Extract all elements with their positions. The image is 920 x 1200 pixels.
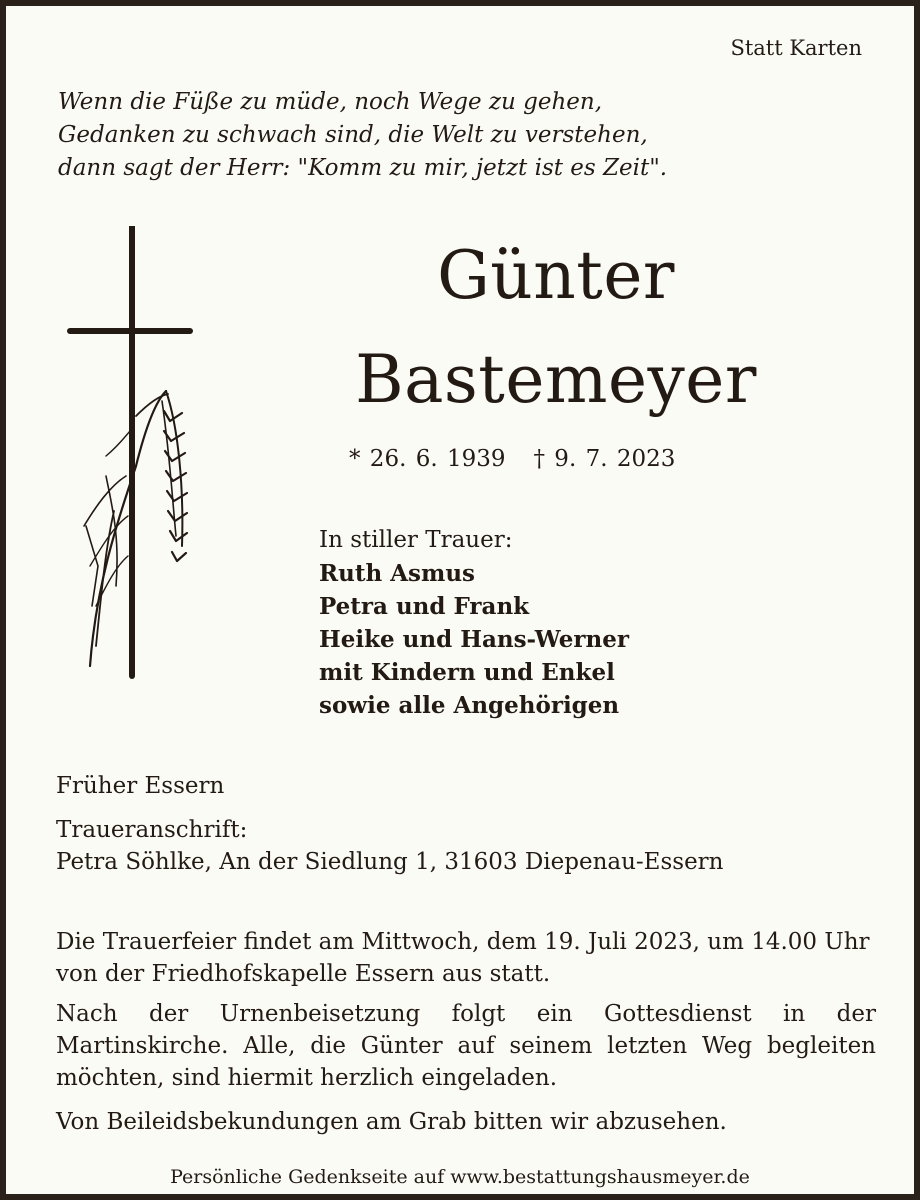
deceased-last-name: Bastemeyer bbox=[355, 341, 757, 418]
birth-date: * 26. 6. 1939 bbox=[349, 446, 506, 472]
memorial-page-link: Persönliche Gedenkseite auf www.bestattungshausmeyer.de bbox=[170, 1166, 750, 1188]
mourner-name: Ruth Asmus bbox=[319, 560, 475, 587]
poem-line: Gedanken zu schwach sind, die Welt zu verstehen, bbox=[58, 122, 648, 148]
mourner-name: mit Kindern und Enkel bbox=[319, 659, 615, 686]
death-date: † 9. 7. 2023 bbox=[533, 446, 676, 472]
condolence-paragraph: Von Beileidsbekundungen am Grab bitten wir abzusehen. bbox=[56, 1109, 727, 1135]
burial-paragraph: Nach der Urnenbeisetzung folgt ein Gottesdienst in der Martinskirche. Alle, die Günter auf seinem letzten Weg begleiten möchten, sind hiermit herzlich eingeladen. bbox=[56, 1001, 876, 1091]
life-dates bbox=[349, 446, 675, 472]
statt-karten-label: Statt Karten bbox=[730, 36, 862, 60]
mourner-name: Petra und Frank bbox=[319, 593, 530, 620]
poem-line: Wenn die Füße zu müde, noch Wege zu gehen, bbox=[58, 89, 603, 115]
poem-verse bbox=[58, 86, 667, 185]
address-text: Petra Söhlke, An der Siedlung 1, 31603 Diepenau-Essern bbox=[56, 849, 724, 875]
mourners-block bbox=[319, 524, 629, 722]
mourners-intro: In stiller Trauer: bbox=[319, 527, 513, 553]
address-label: Traueranschrift: bbox=[56, 817, 248, 843]
poem-line: dann sagt der Herr: "Komm zu mir, jetzt ist es Zeit". bbox=[58, 155, 668, 181]
service-paragraph: Die Trauerfeier findet am Mittwoch, dem 19. Juli 2023, um 14.00 Uhr von der Friedhofskapelle Essern aus statt. bbox=[56, 929, 870, 987]
mourner-name: Heike und Hans-Werner bbox=[319, 626, 629, 653]
deceased-first-name: Günter bbox=[437, 237, 675, 314]
formerly-line: Früher Essern bbox=[56, 773, 225, 799]
mourner-name: sowie alle Angehörigen bbox=[319, 692, 620, 719]
cross-with-wheat-icon bbox=[66, 226, 206, 686]
mourning-address bbox=[56, 814, 724, 878]
